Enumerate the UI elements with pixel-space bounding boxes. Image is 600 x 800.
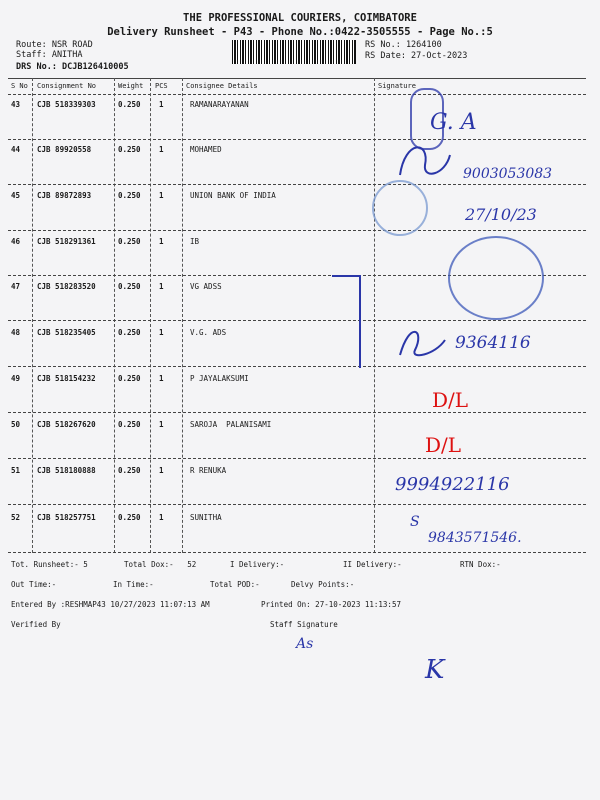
table-bottom-rule xyxy=(8,552,586,553)
row-pcs: 1 xyxy=(159,420,164,429)
document-subtitle: Delivery Runsheet - P43 - Phone No.:0422-3505555 - Page No.:5 xyxy=(107,26,493,38)
row-sno: 47 xyxy=(11,282,21,291)
row-consignment: CJB 518291361 xyxy=(37,237,96,246)
signature-44-phone: 9003053083 xyxy=(463,166,553,182)
col-header-sno: S No xyxy=(11,82,28,90)
row-sno: 52 xyxy=(11,513,21,522)
signature-48-scribble xyxy=(395,320,450,365)
bank-stamp xyxy=(372,180,428,236)
row-consignee: MOHAMED xyxy=(190,145,222,154)
document-title: THE PROFESSIONAL COURIERS, COIMBATORE xyxy=(183,12,417,24)
row-sno: 51 xyxy=(11,466,21,475)
bracket-mark xyxy=(330,272,375,372)
signature-52: S xyxy=(410,514,420,530)
row-pcs: 1 xyxy=(159,191,164,200)
row-consignment: CJB 518235405 xyxy=(37,328,96,337)
row-weight: 0.250 xyxy=(118,374,141,383)
row-consignment: CJB 518154232 xyxy=(37,374,96,383)
dl-mark-50: D/L xyxy=(425,433,462,457)
col-header-signature: Signature xyxy=(378,82,416,90)
signature-48-phone: 9364116 xyxy=(455,333,531,353)
total-pod: Total POD:- xyxy=(210,580,260,589)
column-divider xyxy=(32,78,33,553)
row-pcs: 1 xyxy=(159,282,164,291)
row-divider xyxy=(8,504,586,505)
row-consignee: RAMANARAYANAN xyxy=(190,100,249,109)
row-consignment: CJB 518180888 xyxy=(37,466,96,475)
row-divider xyxy=(8,230,586,231)
in-time: In Time:- xyxy=(113,580,154,589)
row-consignee: SAROJA PALANISAMI xyxy=(190,420,272,429)
route-label: Route: NSR ROAD xyxy=(16,40,93,50)
signature-44-scribble xyxy=(395,135,455,185)
phone-52: 9843571546. xyxy=(428,530,522,546)
table-header-rule xyxy=(8,94,586,95)
barcode xyxy=(232,40,356,64)
row-weight: 0.250 xyxy=(118,145,141,154)
ii-delivery: II Delivery:- xyxy=(343,560,402,569)
row-pcs: 1 xyxy=(159,328,164,337)
row-sno: 48 xyxy=(11,328,21,337)
total-runsheet: Tot. Runsheet:- 5 xyxy=(11,560,88,569)
row-consignee: VG ADSS xyxy=(190,282,222,291)
dl-mark-49: D/L xyxy=(432,388,469,412)
out-time: Out Time:- xyxy=(11,580,57,589)
delvy-points: Delvy Points:- xyxy=(291,580,355,589)
signature-43: G. A xyxy=(430,110,477,135)
staff-signature-label: Staff Signature xyxy=(270,620,338,629)
col-header-consignee: Consignee Details xyxy=(186,82,258,90)
drs-number: DRS No.: DCJB126410005 xyxy=(16,62,129,72)
row-weight: 0.250 xyxy=(118,513,141,522)
phone-51: 9994922116 xyxy=(395,474,510,495)
row-divider xyxy=(8,366,586,367)
column-divider xyxy=(150,78,151,553)
row-sno: 45 xyxy=(11,191,21,200)
col-header-weight: Weight xyxy=(118,82,144,90)
row-weight: 0.250 xyxy=(118,328,141,337)
row-consignee: IB xyxy=(190,237,200,246)
col-header-pcs: PCS xyxy=(155,82,168,90)
rs-date: RS Date: 27-Oct-2023 xyxy=(365,51,468,61)
row-consignment: CJB 518339303 xyxy=(37,100,96,109)
row-divider xyxy=(8,184,586,185)
row-weight: 0.250 xyxy=(118,100,141,109)
row-divider xyxy=(8,320,586,321)
row-weight: 0.250 xyxy=(118,191,141,200)
staff-label: Staff: ANITHA xyxy=(16,50,83,60)
row-consignment: CJB 89920558 xyxy=(37,145,92,154)
row-consignee: R RENUKA xyxy=(190,466,227,475)
staff-initials: As xyxy=(296,636,314,652)
row-pcs: 1 xyxy=(159,145,164,154)
row-weight: 0.250 xyxy=(118,420,141,429)
row-consignee: P JAYALAKSUMI xyxy=(190,374,249,383)
indian-bank-stamp xyxy=(448,236,544,320)
row-weight: 0.250 xyxy=(118,237,141,246)
row-weight: 0.250 xyxy=(118,282,141,291)
row-sno: 44 xyxy=(11,145,21,154)
row-pcs: 1 xyxy=(159,100,164,109)
row-consignment: CJB 518283520 xyxy=(37,282,96,291)
verified-by: Verified By xyxy=(11,620,61,629)
row-weight: 0.250 xyxy=(118,466,141,475)
row-pcs: 1 xyxy=(159,374,164,383)
row-sno: 43 xyxy=(11,100,21,109)
entered-by: Entered By :RESHMAP43 10/27/2023 11:07:13 AM xyxy=(11,600,210,609)
k-mark: K xyxy=(425,655,445,685)
row-pcs: 1 xyxy=(159,466,164,475)
row-pcs: 1 xyxy=(159,513,164,522)
row-pcs: 1 xyxy=(159,237,164,246)
row-consignee: SUNITHA xyxy=(190,513,222,522)
row-consignment: CJB 518267620 xyxy=(37,420,96,429)
row-divider xyxy=(8,412,586,413)
i-delivery: I Delivery:- xyxy=(230,560,285,569)
rs-number: RS No.: 1264100 xyxy=(365,40,442,50)
row-consignee: V.G. ADS xyxy=(190,328,227,337)
row-sno: 50 xyxy=(11,420,21,429)
total-dox: Total Dox:- 52 xyxy=(124,560,197,569)
signature-45-date: 27/10/23 xyxy=(465,205,537,224)
row-consignment: CJB 518257751 xyxy=(37,513,96,522)
row-divider xyxy=(8,458,586,459)
column-divider xyxy=(114,78,115,553)
printed-on: Printed On: 27-10-2023 11:13:57 xyxy=(261,600,401,609)
row-sno: 46 xyxy=(11,237,21,246)
rtn-dox: RTN Dox:- xyxy=(460,560,501,569)
row-consignment: CJB 89872893 xyxy=(37,191,92,200)
table-top-rule xyxy=(8,78,586,79)
col-header-consignment: Consignment No xyxy=(37,82,97,90)
row-consignee: UNION BANK OF INDIA xyxy=(190,191,276,200)
row-divider xyxy=(8,139,586,140)
row-sno: 49 xyxy=(11,374,21,383)
column-divider xyxy=(182,78,183,553)
